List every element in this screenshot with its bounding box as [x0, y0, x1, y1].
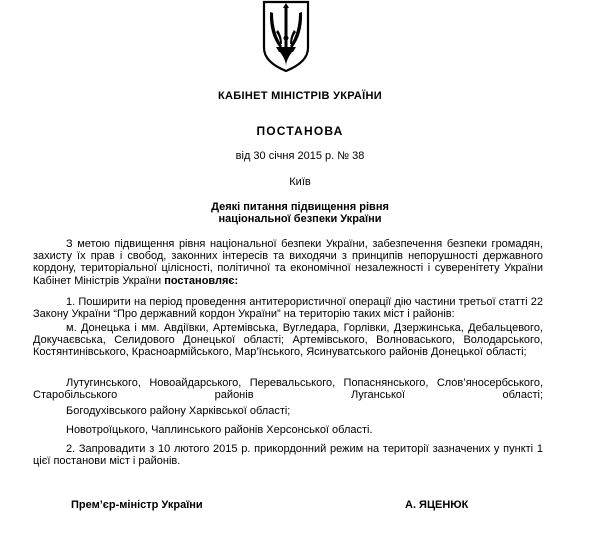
- authority-heading: КАБІНЕТ МІНІСТРІВ УКРАЇНИ: [218, 90, 382, 102]
- item-2-paragraph: 2. Запровадити з 10 лютого 2015 р. прикордонний режим на території зазначених у пункті 1 цієї постанови міст і районів.: [33, 443, 543, 468]
- city: Київ: [289, 176, 311, 188]
- document-type-title: ПОСТАНОВА: [256, 124, 344, 138]
- kharkiv-paragraph: Богодухівського району Харківської області;: [66, 405, 291, 417]
- subject-line-1: Деякі питання підвищення рівня: [211, 201, 389, 213]
- preamble-resolve: постановляє:: [164, 274, 239, 287]
- kherson-paragraph: Новотроїцького, Чаплинського районів Херсонської області.: [66, 424, 373, 436]
- signatory-name: А. ЯЦЕНЮК: [405, 499, 469, 511]
- luhansk-paragraph: Лутугинського, Новоайдарського, Перевальського, Попаснянського, Слов’яносербського, Старобільського районів Луганської області;: [33, 377, 543, 402]
- coat-of-arms-trident-icon: [261, 0, 311, 72]
- preamble-paragraph: [33, 238, 543, 287]
- donetsk-paragraph: м. Донецька і мм. Авдіївки, Артемівська, Вугледара, Горлівки, Дзержинська, Дебальцевого, Докучаєвська, Селидового Донецької області; Артемівського, Волноваського, Володарського, Костянтинівського, Красноармійського, Мар’їнського, Ясинуватського районів Донецької області;: [33, 322, 543, 359]
- date-number: від 30 січня 2015 р. № 38: [235, 150, 365, 162]
- subject-line-2: національної безпеки України: [218, 213, 382, 225]
- item-1-paragraph: 1. Поширити на період проведення антитерористичної операції дію частини третьої статті 22 Закону України “Про державний кордон України” на територію таких міст і районів:: [33, 296, 543, 321]
- signatory-position: Прем’єр-міністр України: [71, 499, 203, 511]
- subject-title: [0, 201, 600, 225]
- preamble-text: З метою підвищення рівня національної безпеки України, забезпечення безпеки громадян, захисту їх прав і свобод, законних інтересів та виходячи з принципів непорушності державного кордону, територіальної цілісності, політичної та економічної незалежності і суверенітету України Кабінет Міністрів України: [33, 238, 543, 287]
